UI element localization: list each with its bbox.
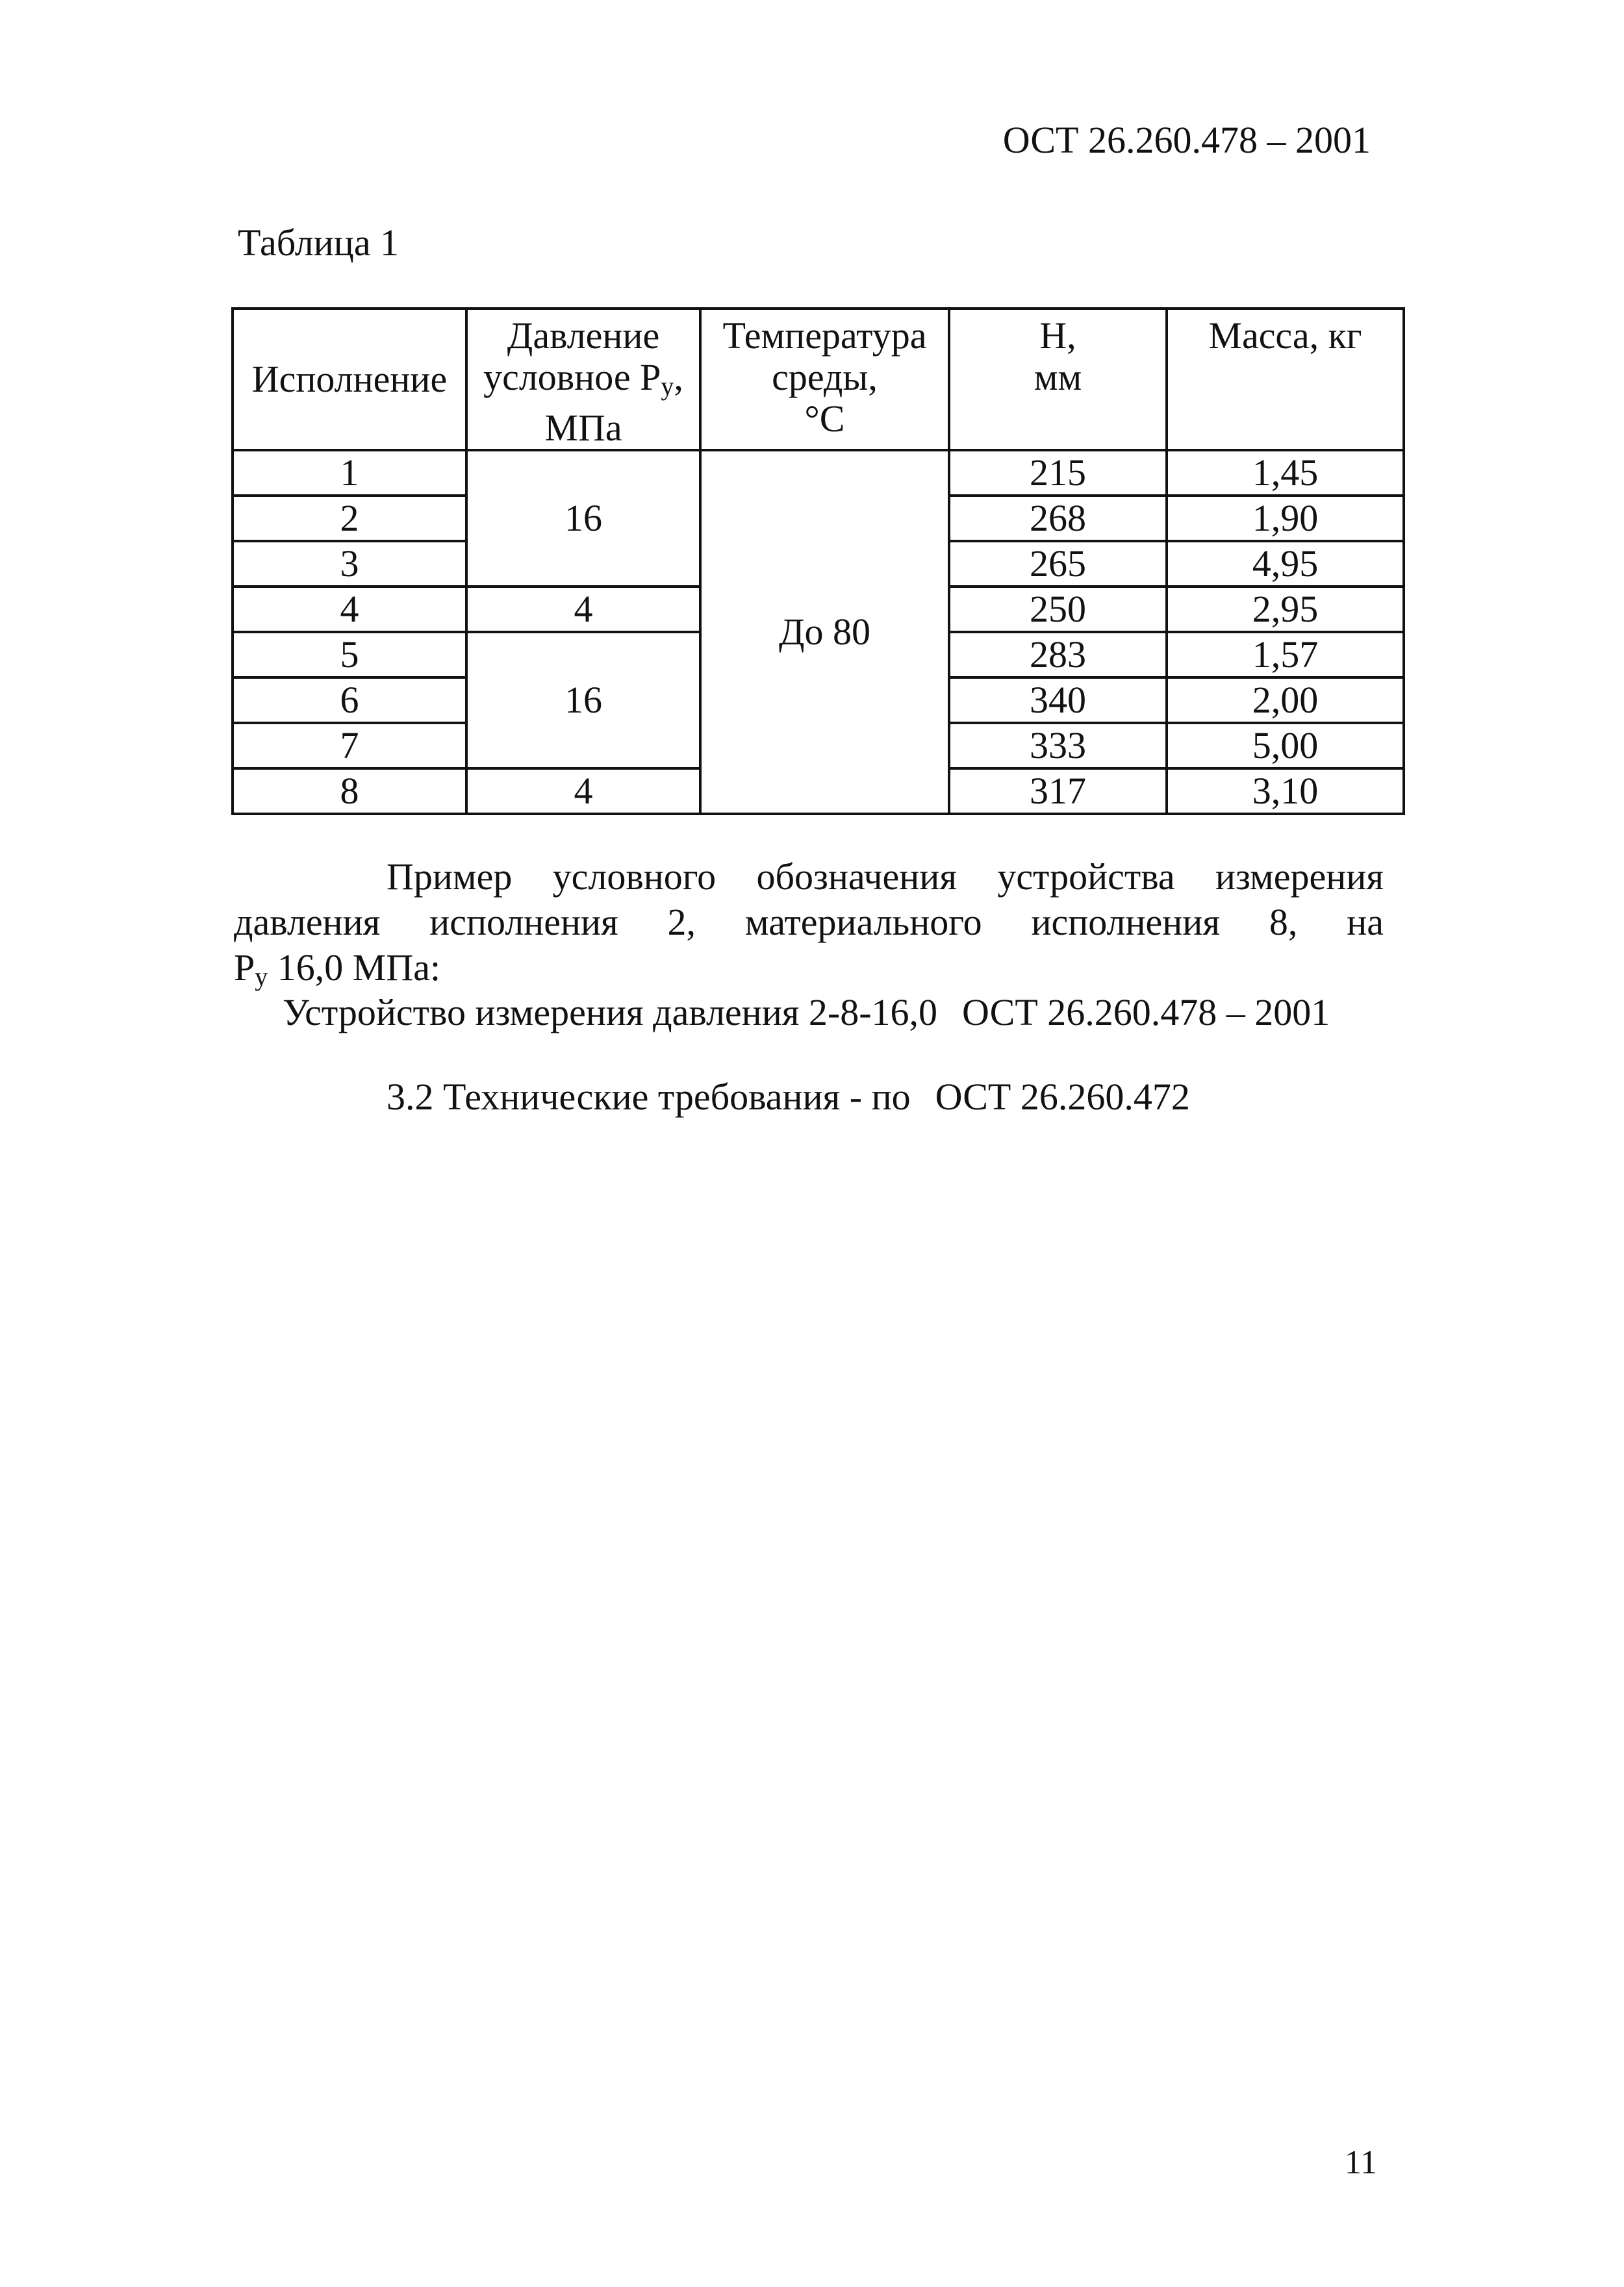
designation-standard: ОСТ 26.260.478 – 2001 bbox=[962, 991, 1330, 1033]
cell-h: 283 bbox=[949, 632, 1167, 677]
table-caption: Таблица 1 bbox=[238, 221, 400, 264]
document-code: ОСТ 26.260.478 – 2001 bbox=[1002, 119, 1371, 161]
example-line-1: Пример условного обозначения устройства измерения bbox=[387, 855, 1384, 898]
cell-mass: 2,00 bbox=[1167, 677, 1404, 723]
temp-header-line2: среды, bbox=[772, 356, 878, 398]
cell-mass: 1,90 bbox=[1167, 496, 1404, 541]
cell-execution: 6 bbox=[233, 677, 466, 723]
temp-header-line1: Температура bbox=[722, 314, 927, 357]
pressure-header-line3: МПа bbox=[544, 407, 622, 449]
example-designation bbox=[283, 991, 1330, 1034]
designation-text: Устройство измерения давления 2-8-16,0 bbox=[283, 991, 938, 1033]
col-header-temperature bbox=[700, 309, 949, 450]
h-header-line1: H, bbox=[1039, 314, 1076, 357]
cell-mass: 1,57 bbox=[1167, 632, 1404, 677]
cell-mass: 3,10 bbox=[1167, 768, 1404, 814]
cell-h: 250 bbox=[949, 587, 1167, 632]
cell-temperature: До 80 bbox=[700, 450, 949, 814]
section-3-2 bbox=[387, 1075, 1190, 1118]
example-pressure-value: 16,0 МПа: bbox=[268, 946, 441, 989]
cell-mass: 1,45 bbox=[1167, 450, 1404, 496]
cell-execution: 7 bbox=[233, 723, 466, 768]
table-row bbox=[233, 450, 1404, 496]
cell-h: 317 bbox=[949, 768, 1167, 814]
pressure-header-comma: , bbox=[674, 356, 683, 398]
specification-table bbox=[231, 307, 1405, 815]
cell-h: 268 bbox=[949, 496, 1167, 541]
section-text: 3.2 Технические требования - по bbox=[387, 1076, 911, 1118]
temp-header-line3: °C bbox=[804, 398, 845, 440]
cell-pressure-group: 4 bbox=[466, 768, 700, 814]
col-header-pressure bbox=[466, 309, 700, 450]
cell-mass: 5,00 bbox=[1167, 723, 1404, 768]
example-p-subscript: y bbox=[255, 962, 268, 991]
h-header-line2: мм bbox=[1034, 356, 1082, 398]
pressure-header-line1: Давление bbox=[507, 314, 660, 357]
pressure-header-line2: условное P bbox=[483, 356, 661, 398]
cell-execution: 3 bbox=[233, 541, 466, 587]
cell-h: 340 bbox=[949, 677, 1167, 723]
example-p-symbol: P bbox=[234, 946, 255, 989]
cell-mass: 4,95 bbox=[1167, 541, 1404, 587]
cell-h: 333 bbox=[949, 723, 1167, 768]
cell-mass: 2,95 bbox=[1167, 587, 1404, 632]
cell-execution: 1 bbox=[233, 450, 466, 496]
cell-execution: 5 bbox=[233, 632, 466, 677]
pressure-header-subscript: y bbox=[661, 372, 674, 401]
page-number: 11 bbox=[1344, 2144, 1377, 2181]
cell-h: 215 bbox=[949, 450, 1167, 496]
cell-pressure-group: 4 bbox=[466, 587, 700, 632]
cell-h: 265 bbox=[949, 541, 1167, 587]
cell-pressure-group: 16 bbox=[466, 632, 700, 768]
col-header-mass: Масса, кг bbox=[1167, 309, 1404, 450]
cell-pressure-group: 16 bbox=[466, 450, 700, 587]
col-header-execution: Исполнение bbox=[233, 309, 466, 450]
section-standard: ОСТ 26.260.472 bbox=[935, 1076, 1190, 1118]
cell-execution: 2 bbox=[233, 496, 466, 541]
cell-execution: 4 bbox=[233, 587, 466, 632]
example-line-2: давления исполнения 2, материального исполнения 8, на bbox=[234, 901, 1384, 943]
table-header-row bbox=[233, 309, 1404, 450]
col-header-h bbox=[949, 309, 1167, 450]
cell-execution: 8 bbox=[233, 768, 466, 814]
